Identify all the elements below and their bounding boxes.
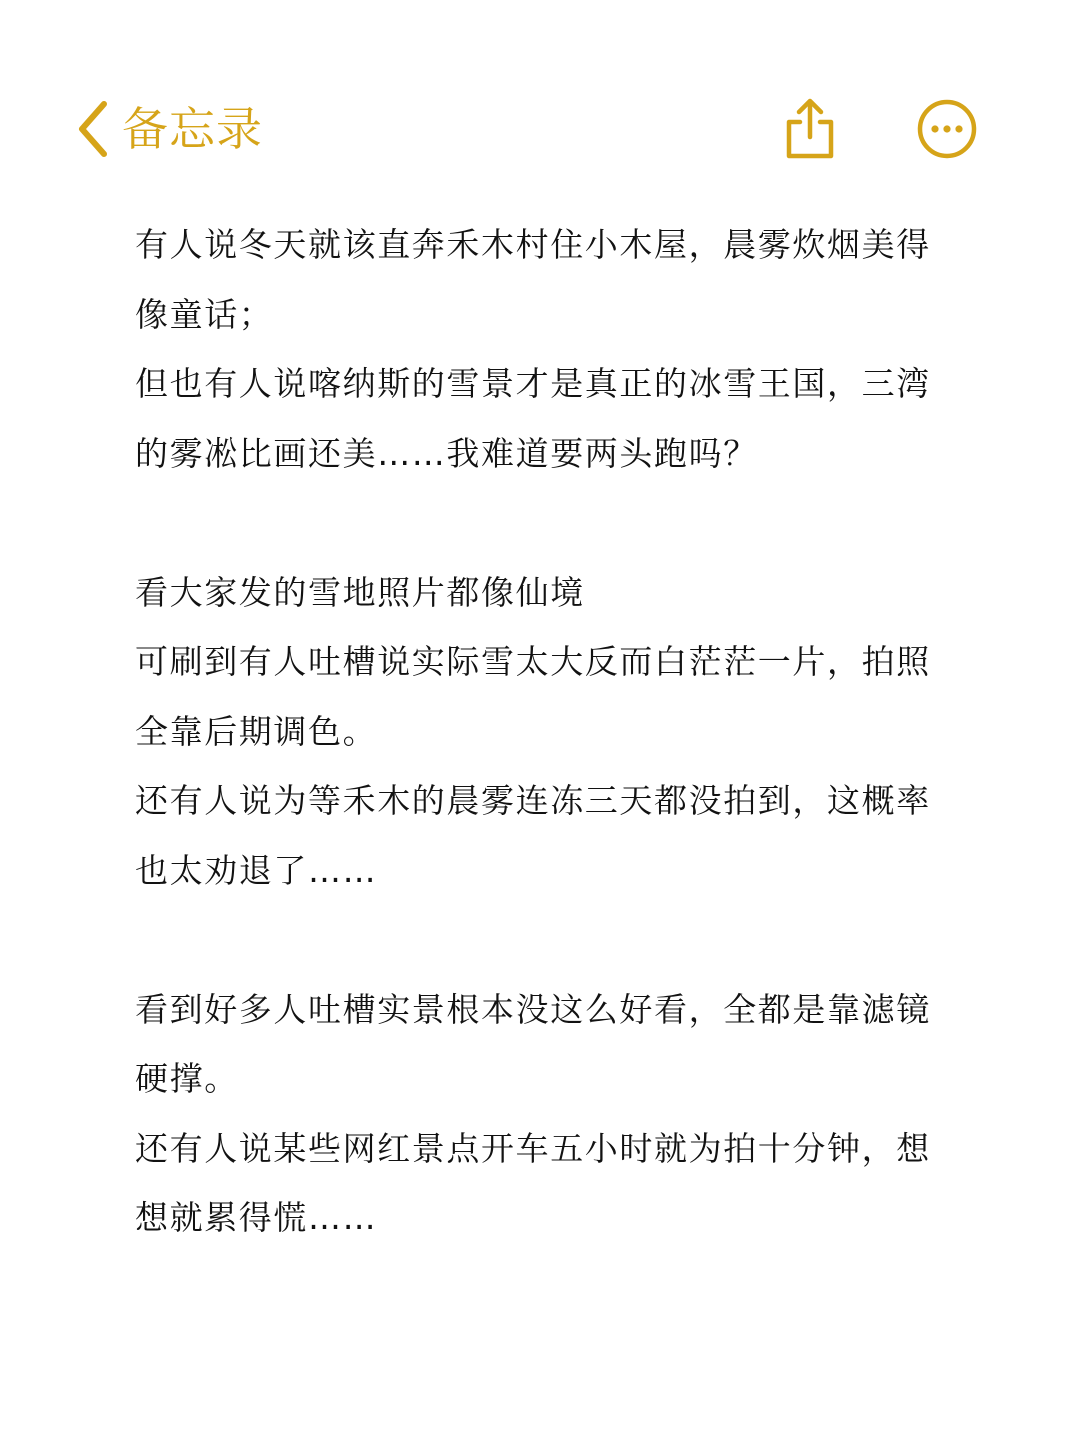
- note-paragraph: 还有人说某些网红景点开车五小时就为拍十分钟，想想就累得慌……: [135, 1128, 931, 1237]
- note-paragraph: 可刷到有人吐槽说实际雪太大反而白茫茫一片，拍照全靠后期调色。: [135, 642, 931, 751]
- note-paragraph: 还有人说为等禾木的晨雾连冻三天都没拍到，这概率也太劝退了……: [135, 781, 931, 890]
- note-body[interactable]: [135, 210, 935, 1253]
- note-paragraph: 但也有人说喀纳斯的雪景才是真正的冰雪王国，三湾的雾凇比画还美……我难道要两头跑吗？: [135, 364, 931, 473]
- navigation-bar: [0, 0, 1080, 200]
- note-paragraph: 有人说冬天就该直奔禾木村住小木屋，晨雾炊烟美得像童话；: [135, 225, 931, 334]
- blank-line: [135, 488, 935, 558]
- more-options-icon: [916, 98, 978, 160]
- share-button[interactable]: [780, 96, 840, 162]
- note-paragraph: 看到好多人吐槽实景根本没这么好看，全都是靠滤镜硬撑。: [135, 989, 931, 1098]
- share-icon: [780, 96, 840, 162]
- blank-line: [135, 905, 935, 975]
- back-button[interactable]: [76, 100, 263, 158]
- chevron-left-icon: [76, 100, 110, 158]
- back-label: 备忘录: [122, 102, 263, 156]
- note-paragraph: 看大家发的雪地照片都像仙境: [135, 572, 585, 612]
- more-options-button[interactable]: [916, 98, 978, 160]
